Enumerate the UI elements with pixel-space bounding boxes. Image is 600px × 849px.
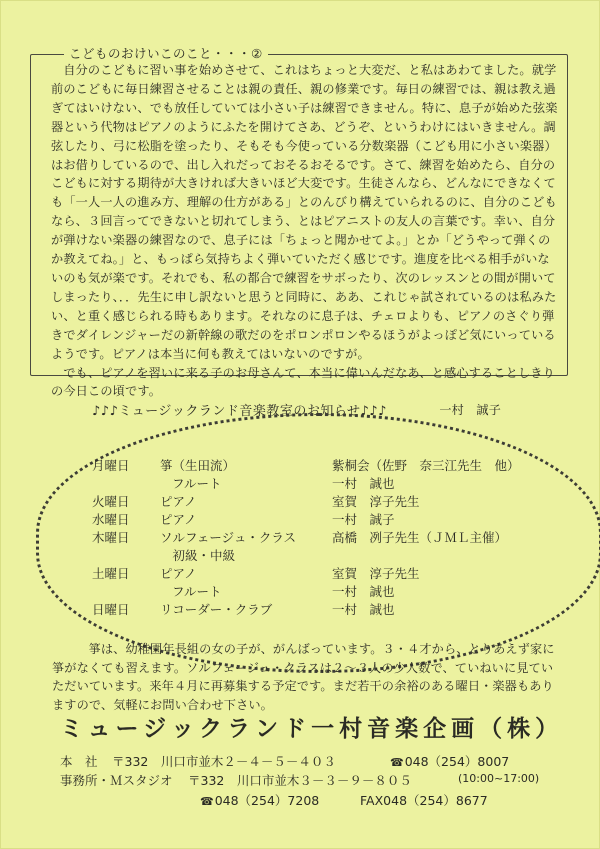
company-name: ミュージックランド一村音楽企画（株） xyxy=(60,716,564,742)
column-body xyxy=(51,61,561,420)
fax-number: FAX048（254）8677 xyxy=(360,793,488,808)
notice-note-text: 箏は、幼稚園年長組の女の子が、がんばっています。３・４才から、とりあえず家に箏がなくても習えます。ソルフェージュ・クラスは２～３人の少人数で、ていねいに見ていただいています。来年４月に再募集する予定です。まだ若干の余裕のある曜日・楽器もありますので、気軽にお問い合わせ下さい。 xyxy=(52,642,555,712)
schedule-teacher: 一村 誠子 xyxy=(332,512,395,527)
schedule-teacher: 一村 誠也 xyxy=(332,476,395,491)
schedule-day: 月曜日 xyxy=(92,458,130,473)
studio-phone xyxy=(200,791,319,809)
schedule-subject: ソルフェージュ・クラス xyxy=(160,530,297,545)
schedule-teacher: 室賀 淳子先生 xyxy=(332,494,420,509)
schedule-subject: ピアノ xyxy=(160,494,197,509)
phone-icon: ☎ xyxy=(200,795,214,808)
notice-title: ♪♪♪ミュージックランド音楽教室のお知らせ♪♪♪ xyxy=(92,404,387,419)
schedule-teacher: 高橋 冽子先生（ＪＭＬ主催） xyxy=(332,530,508,545)
schedule-subject: ピアノ xyxy=(160,566,197,581)
column-signature: 一村 誠子 xyxy=(439,403,501,418)
schedule-day: 火曜日 xyxy=(92,494,130,509)
hq-label: 本 社 xyxy=(60,754,98,769)
notice-note xyxy=(52,640,562,714)
schedule-subject: 箏（生田流） xyxy=(160,458,236,473)
schedule-subject: フルート xyxy=(172,476,222,491)
schedule-day: 木曜日 xyxy=(92,530,130,545)
studio-hours: (10:00~17:00) xyxy=(458,772,540,785)
phone-icon: ☎ xyxy=(390,756,404,769)
schedule-subject: ピアノ xyxy=(160,512,197,527)
schedule-subject: フルート xyxy=(172,584,222,599)
studio-address: 〒332 川口市並木３－３－９－８０５ xyxy=(188,773,412,788)
column-paragraph: 自分のこどもに習い事を始めさせて、これはちょっと大変だ、と私はあわてました。就学前のこどもに毎日練習させることは親の責任、親の修業です。毎日の練習では、親は教え過ぎてはいけない、でも放任していては小さい子は練習できません。特に、息子が始めた弦楽器という代物はピアノのようにふたを開けてさあ、どうぞ、というわけにはいきません。調弦したり、弓に松脂を塗ったり、そもそも今使っている分数楽器（こども用に小さい楽器）はお借りしているので、出し入れだっておそるおそるです。さて、練習を始めたら、自分のこどもに対する期待が大きければ大きいほど大変です。生徒さんなら、どんなにできなくても「一人一人の進み方、理解の仕方がある」とのんびり構えていられるのに、自分のこどもなら、３回言ってできないと切れてしまう、とはピアニストの友人の言葉です。幸い、自分が弾けない楽器の練習なので、息子には「ちょっと聞かせてよ。」とか「どうやって弾くのか教えてね。」と、もっぱら気持ちよく弾いていただく感じです。進度を比べる相手がいないのも気が楽です。それでも、私の都合で練習をサボったり、次のレッスンとの間が開いてしまったり、．．先生に申し訳ないと思うと同時に、ああ、これじゃ試されているのは私みたい、と重く感じられる時もあります。それなのに息子は、チェロよりも、ピアノのさぐり弾きでダイレンジャーだの新幹線の歌だのをポロンポロンやるほうがよっぽど気にいっているようです。ピアノは本当に何も教えてはいないのですが。 xyxy=(51,63,558,361)
schedule-day: 土曜日 xyxy=(92,566,130,581)
schedule-teacher: 一村 誠也 xyxy=(332,584,395,599)
hq-phone-number: 048（254）8007 xyxy=(404,754,510,769)
schedule-day: 水曜日 xyxy=(92,512,130,527)
studio-phone-number: 048（254）7208 xyxy=(214,793,320,808)
hq-phone xyxy=(390,752,509,770)
schedule-day: 日曜日 xyxy=(92,602,130,617)
schedule-teacher: 室賀 淳子先生 xyxy=(332,566,420,581)
schedule-teacher: 一村 誠也 xyxy=(332,602,395,617)
schedule-subject: リコーダー・クラブ xyxy=(160,602,273,617)
schedule-subject: 初級・中級 xyxy=(160,548,236,563)
column-title: こどものおけいこのこと・・・② xyxy=(64,44,268,62)
studio-label: 事務所・Ｍスタジオ xyxy=(60,773,173,788)
hq-address: 〒332 川口市並木２－４－５－４０３ xyxy=(112,754,336,769)
schedule-teacher: 紫桐会（佐野 奈三江先生 他） xyxy=(332,458,520,473)
column-paragraph: でも、ピアノを習いに来る子のお母さんて、本当に偉いんだなあ、と感心することしきりの今日この頃です。 xyxy=(51,365,555,399)
